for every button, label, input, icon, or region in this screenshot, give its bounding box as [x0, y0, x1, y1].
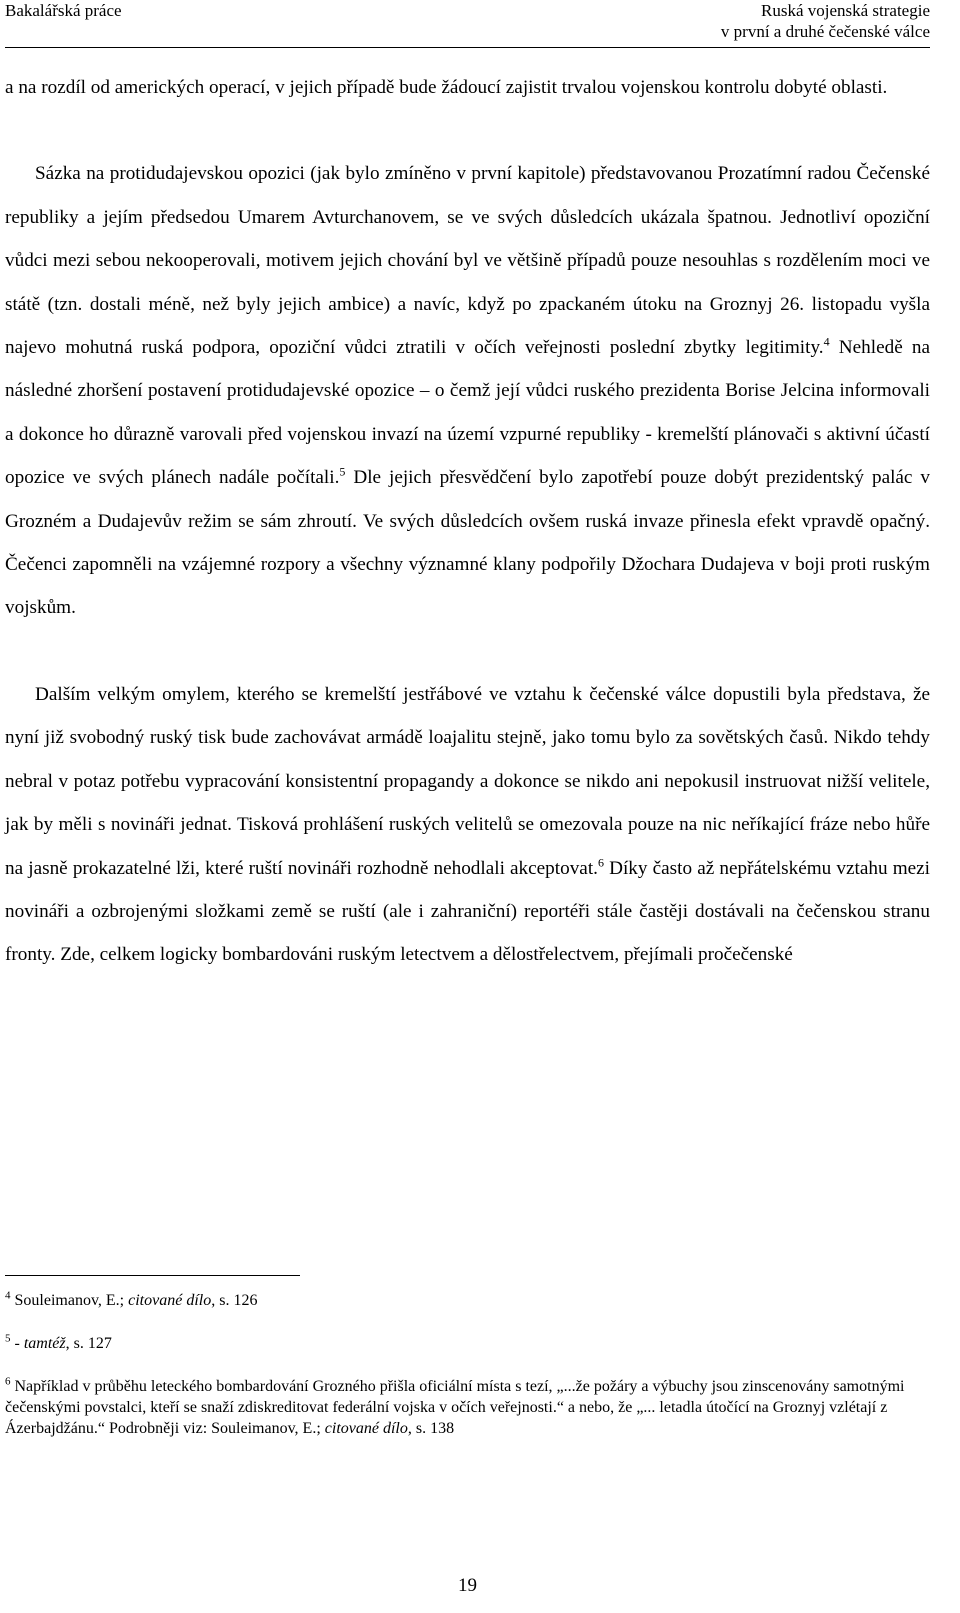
page-number: 19: [458, 1575, 477, 1596]
paragraph-text: Dle jejich přesvědčení bylo zapotřebí pouze dobýt prezidentský palác v Grozném a Dudajevův režim se sám zhroutí. Ve svých důsledcích ovšem ruská invaze přinesla efekt vpravdě opačný. Čečenci zapomněli na vzájemné rozpory a všechny významné klany podpořily Džochara Dudajeva v boji proti ruským vojskům.: [5, 467, 931, 619]
footnote-italic: citované dílo: [128, 1292, 212, 1309]
footnote-4: [5, 1290, 930, 1311]
paragraph-press: [5, 673, 930, 977]
footnote-text: Například v průběhu leteckého bombardování Grozného přišla oficiální místa s tezí, „...že požáry a výbuchy jsou zinscenovány samotnými čečenskými povstalci, kteří se snaží zdiskreditovat federální vojska v očích veřejnosti.“ a nebo, že „... letadla útočící na Groznyj vzlétají z Ázerbajdžánu.“ Podrobněji viz: Souleimanov, E.;: [5, 1378, 905, 1437]
footnote-number: 4: [5, 1289, 11, 1302]
footnote-number: 6: [5, 1375, 11, 1388]
footnote-italic: tamtéž: [23, 1335, 66, 1352]
paragraph-text: Nehledě na následné zhoršení postavení protidudajevské opozice – o čemž její vůdci ruského prezidenta Borise Jelcina informovali a dokonce ho důrazně varovali před vojenskou invazí na území vzpurné republiky - kremelští plánovači s aktivní účastí opozice ve svých plánech nadále počítali.: [5, 337, 930, 489]
header-rule: [5, 47, 930, 48]
paragraph-text: Díky často až nepřátelskému vztahu mezi novináři a ozbrojenými složkami země se ruští (ale i zahraniční) reportéři stále častěji dostávali na čečenskou stranu fronty. Zde, celkem logicky bombardováni ruským letectvem a dělostřelectvem, přejímali pročečenské: [5, 857, 930, 966]
footnote-italic: citované dílo: [324, 1420, 408, 1437]
footnote-ref: 6: [597, 855, 604, 870]
paragraph-text: Sázka na protidudajevskou opozici (jak bylo zmíněno v první kapitole) představovanou Prozatímní radou Čečenské republiky a jejím předsedou Umarem Avturchanovem, se ve svých důsledcích ukázala špatnou. Jednotliví opoziční vůdci mezi sebou nekooperovali, motivem jejich chování byl ve většině případů pouze nesouhlas s rozdělením moci ve státě (tzn. dostali méně, než byly jejich ambice) a navíc, když po zpackaném útoku na Groznyj 26. listopadu vyšla najevo mohutná ruská podpora, opoziční vůdci ztratili v očích veřejnosti poslední zbytky legitimity.: [5, 163, 930, 359]
footnote-ref: 4: [823, 334, 830, 349]
running-header-right: [721, 0, 930, 42]
footnote-tail: , s. 126: [211, 1292, 258, 1309]
footnote-5: [5, 1333, 930, 1354]
running-header-left: Bakalářská práce: [5, 1, 122, 20]
paragraph-opposition: [5, 152, 930, 629]
footnote-tail: , s. 127: [65, 1335, 112, 1352]
footnote-ref: 5: [339, 464, 346, 479]
body-text: [5, 66, 930, 977]
footnote-tail: , s. 138: [407, 1420, 455, 1437]
running-header-subtitle: v první a druhé čečenské válce: [720, 22, 930, 41]
footnote-text: -: [10, 1335, 24, 1352]
footnotes: [5, 1290, 930, 1461]
footnote-text: Souleimanov, E.;: [10, 1292, 129, 1309]
paragraph-continuation: a na rozdíl od amerických operací, v jejich případě bude žádoucí zajistit trvalou vojenskou kontrolu dobyté oblasti.: [5, 77, 888, 98]
paragraph-text: Dalším velkým omylem, kterého se kremelští jestřábové ve vztahu k čečenské válce dopustili byla představa, že nyní již svobodný ruský tisk bude zachovávat armádě loajalitu stejně, jako tomu bylo za sovětských časů. Nikdo tehdy nebral v potaz potřebu vypracování konsistentní propagandy a dokonce se nikdo ani nepokusil instruovat nižší velitele, jak by měli s novináři jednat. Tisková prohlášení ruských velitelů se omezovala pouze na nic neříkající fráze nebo hůře na jasně prokazatelné lži, které ruští novináři rozhodně nehodlali akceptovat.: [5, 683, 930, 879]
footnote-6: [5, 1376, 930, 1439]
footnote-rule: [5, 1275, 300, 1276]
footnote-number: 5: [5, 1332, 11, 1345]
running-header-title: Ruská vojenská strategie: [760, 1, 930, 20]
